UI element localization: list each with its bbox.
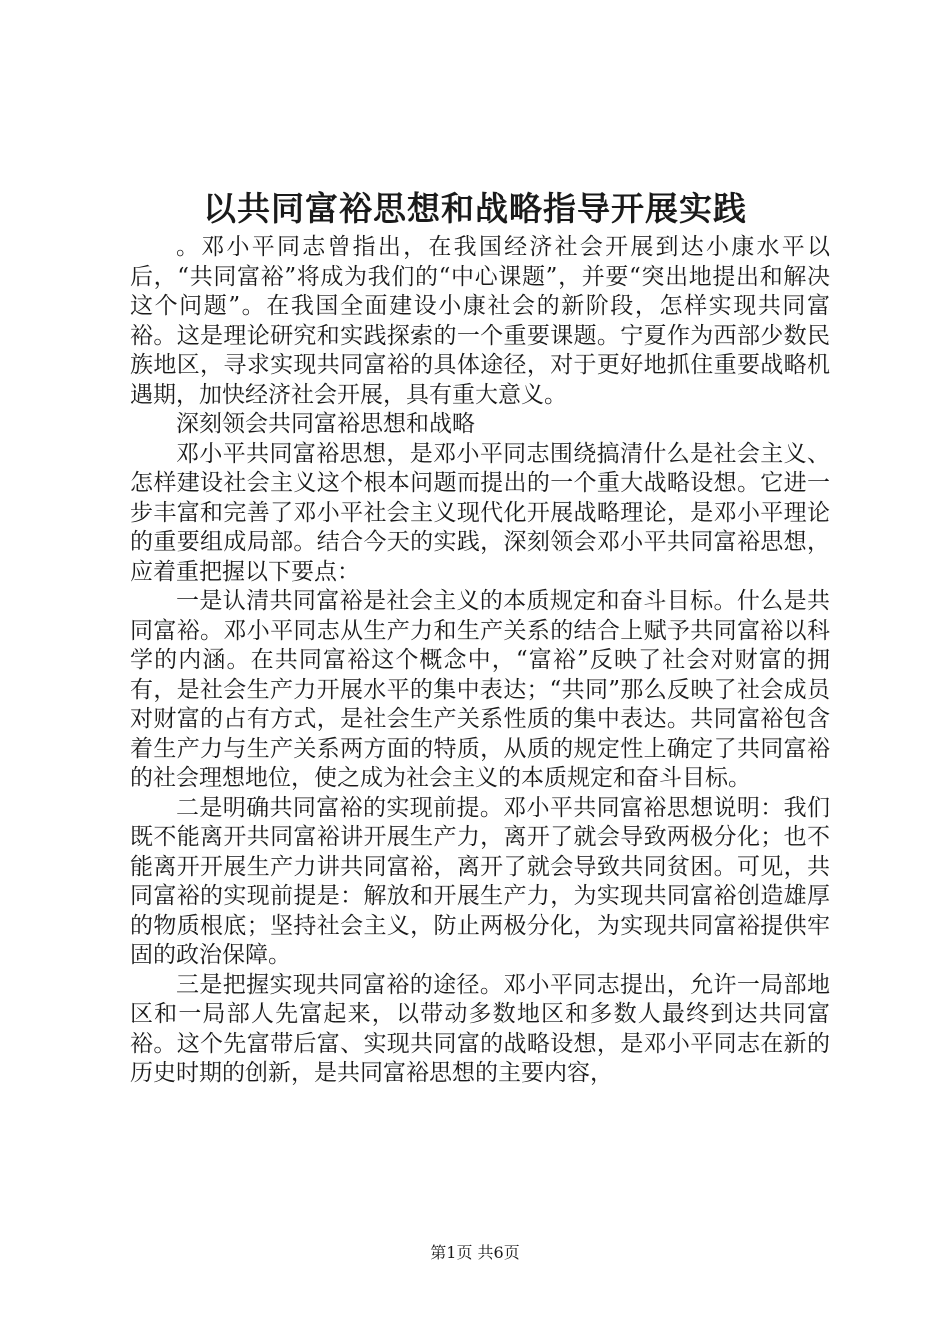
paragraph-point-one: 一是认清共同富裕是社会主义的本质规定和奋斗目标。什么是共同富裕。邓小平同志从生产力和生产关系的结合上赋予共同富裕以科学的内涵。在共同富裕这个概念中，“富裕”反映了社会对财富的拥有，是社会生产力开展水平的集中表达；“共同”那么反映了社会成员对财富的占有方式，是社会生产关系性质的集中表达。共同富裕包含着生产力与生产关系两方面的特质，从质的规定性上确定了共同富裕的社会理想地位，使之成为社会主义的本质规定和奋斗目标。: [130, 588, 830, 791]
paragraph-intro: 。邓小平同志曾指出，在我国经济社会开展到达小康水平以后，“共同富裕”将成为我们的“中心课题”，并要“突出地提出和解决这个问题”。在我国全面建设小康社会的新阶段，怎样实现共同富裕。这是理论研究和实践探索的一个重要课题。宁夏作为西部少数民族地区，寻求实现共同富裕的具体途径，对于更好地抓住重要战略机遇期，加快经济社会开展，具有重大意义。: [130, 234, 830, 408]
paragraph-overview: 邓小平共同富裕思想，是邓小平同志围绕搞清什么是社会主义、怎样建设社会主义这个根本问题而提出的一个重大战略设想。它进一步丰富和完善了邓小平社会主义现代化开展战略理论，是邓小平理论的重要组成局部。结合今天的实践，深刻领会邓小平共同富裕思想，应着重把握以下要点：: [130, 440, 830, 585]
paragraph-point-two: 二是明确共同富裕的实现前提。邓小平共同富裕思想说明：我们既不能离开共同富裕讲开展生产力，离开了就会导致两极分化；也不能离开开展生产力讲共同富裕，离开了就会导致共同贫困。可见，共同富裕的实现前提是：解放和开展生产力，为实现共同富裕创造雄厚的物质根底；坚持社会主义，防止两极分化，为实现共同富裕提供牢固的政治保障。: [130, 794, 830, 968]
paragraph-point-three: 三是把握实现共同富裕的途径。邓小平同志提出，允许一局部地区和一局部人先富起来，以带动多数地区和多数人最终到达共同富裕。这个先富带后富、实现共同富的战略设想，是邓小平同志在新的历史时期的创新，是共同富裕思想的主要内容，: [130, 971, 830, 1086]
document-body: [130, 233, 830, 1089]
section-heading: 深刻领会共同富裕思想和战略: [176, 411, 475, 437]
document-title: 以共同富裕思想和战略指导开展实践: [203, 189, 747, 228]
page-number-footer: 第1页 共6页: [430, 1243, 520, 1262]
